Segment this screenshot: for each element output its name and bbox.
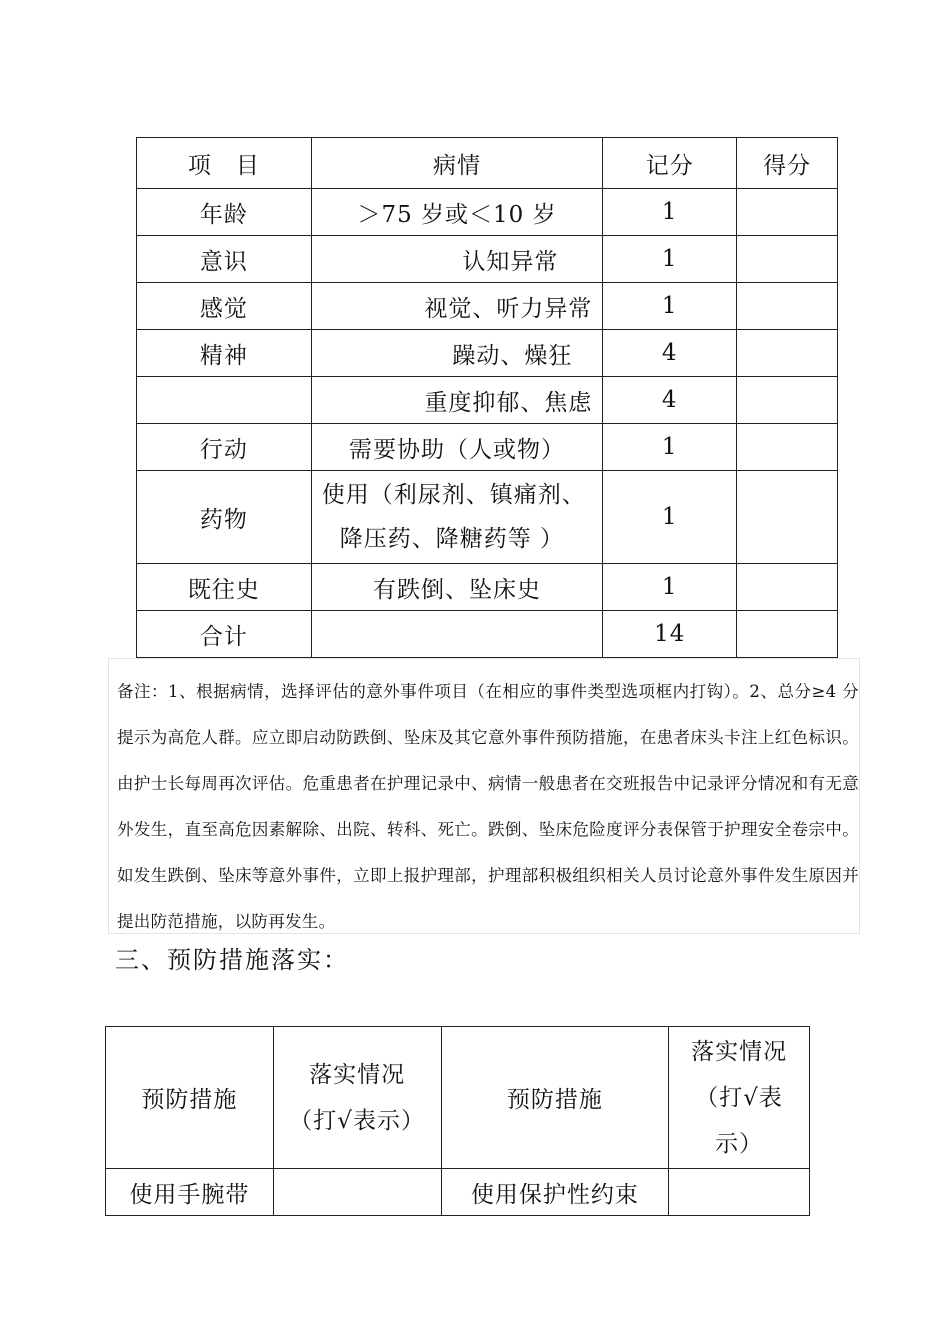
row-got-cell[interactable] [737,283,838,330]
header-status-line1: 落实情况 [309,1061,406,1088]
header-item: 项 目 [137,138,312,189]
row-score: 1 [603,189,737,236]
table-row [137,236,838,283]
row-condition: 有跌倒、坠床史 [311,564,603,611]
row-got-cell[interactable] [737,330,838,377]
row-item [137,377,312,424]
table-row [137,471,838,564]
header-condition: 病情 [311,138,603,189]
row-item: 意识 [137,236,312,283]
total-got-cell[interactable] [737,611,838,658]
table-row [137,377,838,424]
prevention-measures-table [105,1026,810,1216]
header-status [273,1027,441,1169]
measure-restraint: 使用保护性约束 [441,1169,669,1216]
row-condition: 需要协助（人或物） [311,424,603,471]
header-measure: 预防措施 [106,1027,274,1169]
row-item: 年龄 [137,189,312,236]
row-condition: 视觉、听力异常 [311,283,603,330]
total-score: 14 [603,611,737,658]
header-got: 得分 [737,138,838,189]
header-status2-line3: 示） [715,1130,764,1157]
row-item: 行动 [137,424,312,471]
row-item: 既往史 [137,564,312,611]
row-score: 1 [603,283,737,330]
table-row [137,283,838,330]
table-row [137,424,838,471]
remarks-note: 备注：1、根据病情，选择评估的意外事件项目（在相应的事件类型选项框内打钩）。2、总分≥4 分提示为高危人群。应立即启动防跌倒、坠床及其它意外事件预防措施，在患者床头卡注上红色标识。由护士长每周再次评估。危重患者在护理记录中、病情一般患者在交班报告中记录评分情况和有无意外发生，直至高危因素解除、出院、转科、死亡。跌倒、坠床危险度评分表保管于护理安全卷宗中。如发生跌倒、坠床等意外事件，立即上报护理部，护理部积极组织相关人员讨论意外事件发生原因并提出防范措施，以防再发生。 [108,658,860,934]
row-condition-line2: 降压药、降糖药等 ） [339,526,565,552]
fall-risk-score-table [136,137,838,658]
row-item: 精神 [137,330,312,377]
table-row [137,189,838,236]
row-condition: ＞75 岁或＜10 岁 [311,189,603,236]
row-condition-line1: 使用（利尿剂、镇痛剂、 [321,482,586,508]
table-header-row [137,138,838,189]
row-condition [311,471,603,564]
row-score: 1 [603,424,737,471]
section-title: 三、预防措施落实： [115,946,349,974]
prevention-header-row [106,1027,810,1169]
header-status2-line1: 落实情况 [691,1038,788,1065]
table-row [137,330,838,377]
header-score: 记分 [603,138,737,189]
measure-wristband: 使用手腕带 [106,1169,274,1216]
measure-wristband-check-cell[interactable] [273,1169,441,1216]
row-item: 药物 [137,471,312,564]
row-score: 1 [603,236,737,283]
row-got-cell[interactable] [737,564,838,611]
total-condition [311,611,603,658]
row-score: 1 [603,564,737,611]
row-score: 4 [603,330,737,377]
row-item: 感觉 [137,283,312,330]
measure-restraint-check-cell[interactable] [669,1169,810,1216]
header-status-2 [669,1027,810,1169]
row-got-cell[interactable] [737,471,838,564]
header-measure-2: 预防措施 [441,1027,669,1169]
header-status2-line2: （打√表 [695,1084,783,1111]
total-label: 合计 [137,611,312,658]
total-row [137,611,838,658]
row-condition: 认知异常 [311,236,603,283]
header-status-line2: （打√表示） [289,1107,425,1134]
prevention-row [106,1169,810,1216]
row-score: 4 [603,377,737,424]
row-got-cell[interactable] [737,377,838,424]
row-got-cell[interactable] [737,424,838,471]
table-row [137,564,838,611]
row-condition: 重度抑郁、焦虑 [311,377,603,424]
row-got-cell[interactable] [737,236,838,283]
row-got-cell[interactable] [737,189,838,236]
row-score: 1 [603,471,737,564]
row-condition: 躁动、燥狂 [311,330,603,377]
